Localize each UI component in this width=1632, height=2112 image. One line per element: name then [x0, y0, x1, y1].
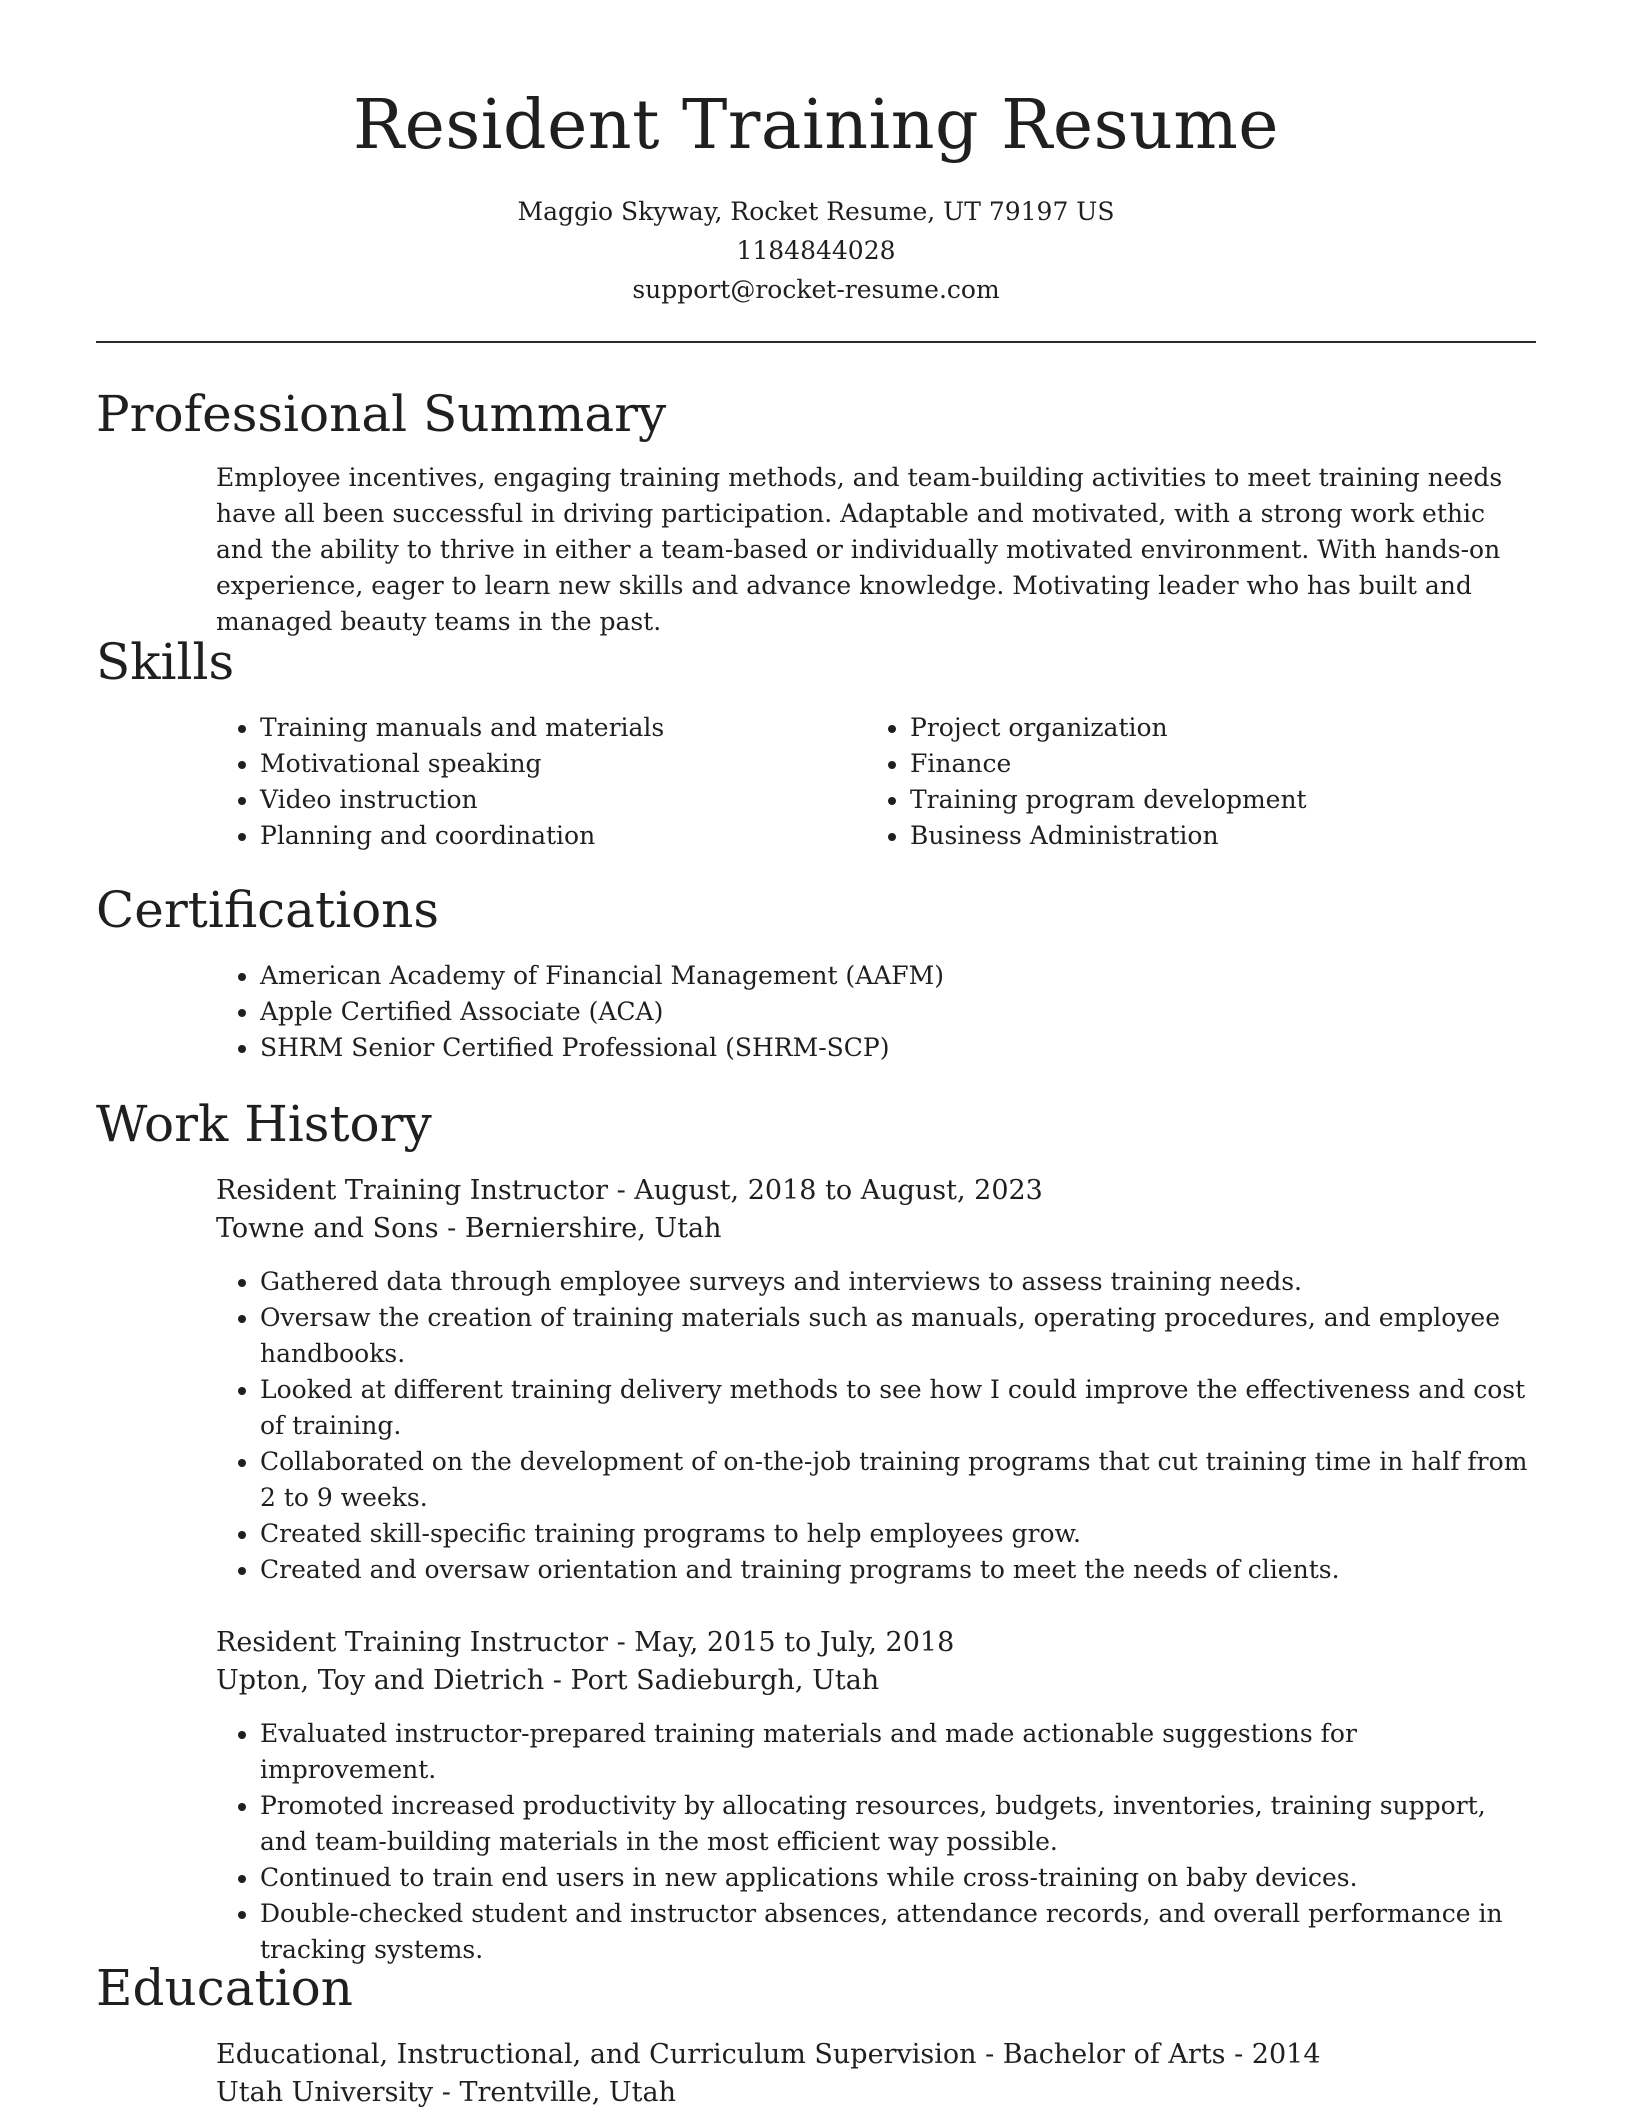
- job-bullet: • Collaborated on the development of on-the-job training programs that cut training time in half from 2 to 9 weeks.: [260, 1444, 1536, 1516]
- education-degree-line: Educational, Instructional, and Curriculum Supervision - Bachelor of Arts - 2014: [216, 2039, 1321, 2070]
- certifications-heading: Certifications: [96, 881, 440, 939]
- job-bullet: • Continued to train end users in new applications while cross-training on baby devices.: [260, 1860, 1536, 1896]
- resume-title: Resident Training Resume: [352, 86, 1280, 165]
- job-company-line: Towne and Sons - Berniershire, Utah: [216, 1213, 722, 1244]
- job-bullet: • Looked at different training delivery methods to see how I could improve the effectiveness and cost of training.: [260, 1372, 1536, 1444]
- contact-email: support@rocket-resume.com: [632, 275, 1000, 304]
- job-entry: [216, 1624, 1536, 1968]
- job-entry: [216, 1172, 1536, 1588]
- certification-item: • SHRM Senior Certified Professional (SHRM-SCP): [260, 1030, 1536, 1066]
- skills-column-right: [866, 710, 1506, 854]
- skill-item: • Motivational speaking: [260, 746, 856, 782]
- job-bullet: • Oversaw the creation of training materials such as manuals, operating procedures, and employee handbooks.: [260, 1300, 1536, 1372]
- certifications-list: [216, 958, 1536, 1066]
- job-bullet: • Gathered data through employee surveys and interviews to assess training needs.: [260, 1264, 1536, 1300]
- skill-item: • Training program development: [910, 782, 1506, 818]
- job-bullet: • Created skill-specific training programs to help employees grow.: [260, 1516, 1536, 1552]
- job-bullet: • Double-checked student and instructor absences, attendance records, and overall performance in tracking systems.: [260, 1896, 1536, 1968]
- skill-item: • Video instruction: [260, 782, 856, 818]
- header-divider: [96, 341, 1536, 343]
- skill-item: • Project organization: [910, 710, 1506, 746]
- skills-heading: Skills: [96, 633, 235, 691]
- job-title-line: Resident Training Instructor - May, 2015 to July, 2018: [216, 1627, 955, 1658]
- job-bullet: • Promoted increased productivity by allocating resources, budgets, inventories, training support, and team-building materials in the most efficient way possible.: [260, 1788, 1536, 1860]
- summary-text: Employee incentives, engaging training methods, and team-building activities to meet training needs have all been successful in driving participation. Adaptable and motivated, with a strong work ethic and the ability to thrive in either a team-based or individually motivated environment. With hands-on experience, eager to learn new skills and advance knowledge. Motivating leader who has built and managed beauty teams in the past.: [216, 463, 1503, 636]
- education-school-line: Utah University - Trentville, Utah: [216, 2077, 677, 2108]
- education-heading: Education: [96, 1959, 353, 2017]
- skill-item: • Finance: [910, 746, 1506, 782]
- work-history-heading: Work History: [96, 1095, 432, 1153]
- skill-item: • Training manuals and materials: [260, 710, 856, 746]
- summary-heading: Professional Summary: [96, 385, 667, 443]
- job-bullet: • Evaluated instructor-prepared training materials and made actionable suggestions for improvement.: [260, 1716, 1536, 1788]
- education-entry: [216, 2036, 1536, 2112]
- contact-phone: 1184844028: [736, 236, 896, 265]
- skill-item: • Planning and coordination: [260, 818, 856, 854]
- certification-item: • Apple Certified Associate (ACA): [260, 994, 1536, 1030]
- contact-address: Maggio Skyway, Rocket Resume, UT 79197 US: [517, 197, 1115, 226]
- skills-column-left: [216, 710, 856, 854]
- job-company-line: Upton, Toy and Dietrich - Port Sadieburgh, Utah: [216, 1665, 880, 1696]
- job-bullet: • Created and oversaw orientation and training programs to meet the needs of clients.: [260, 1552, 1536, 1588]
- skill-item: • Business Administration: [910, 818, 1506, 854]
- contact-block: [96, 192, 1536, 309]
- job-title-line: Resident Training Instructor - August, 2018 to August, 2023: [216, 1175, 1043, 1206]
- certification-item: • American Academy of Financial Management (AAFM): [260, 958, 1536, 994]
